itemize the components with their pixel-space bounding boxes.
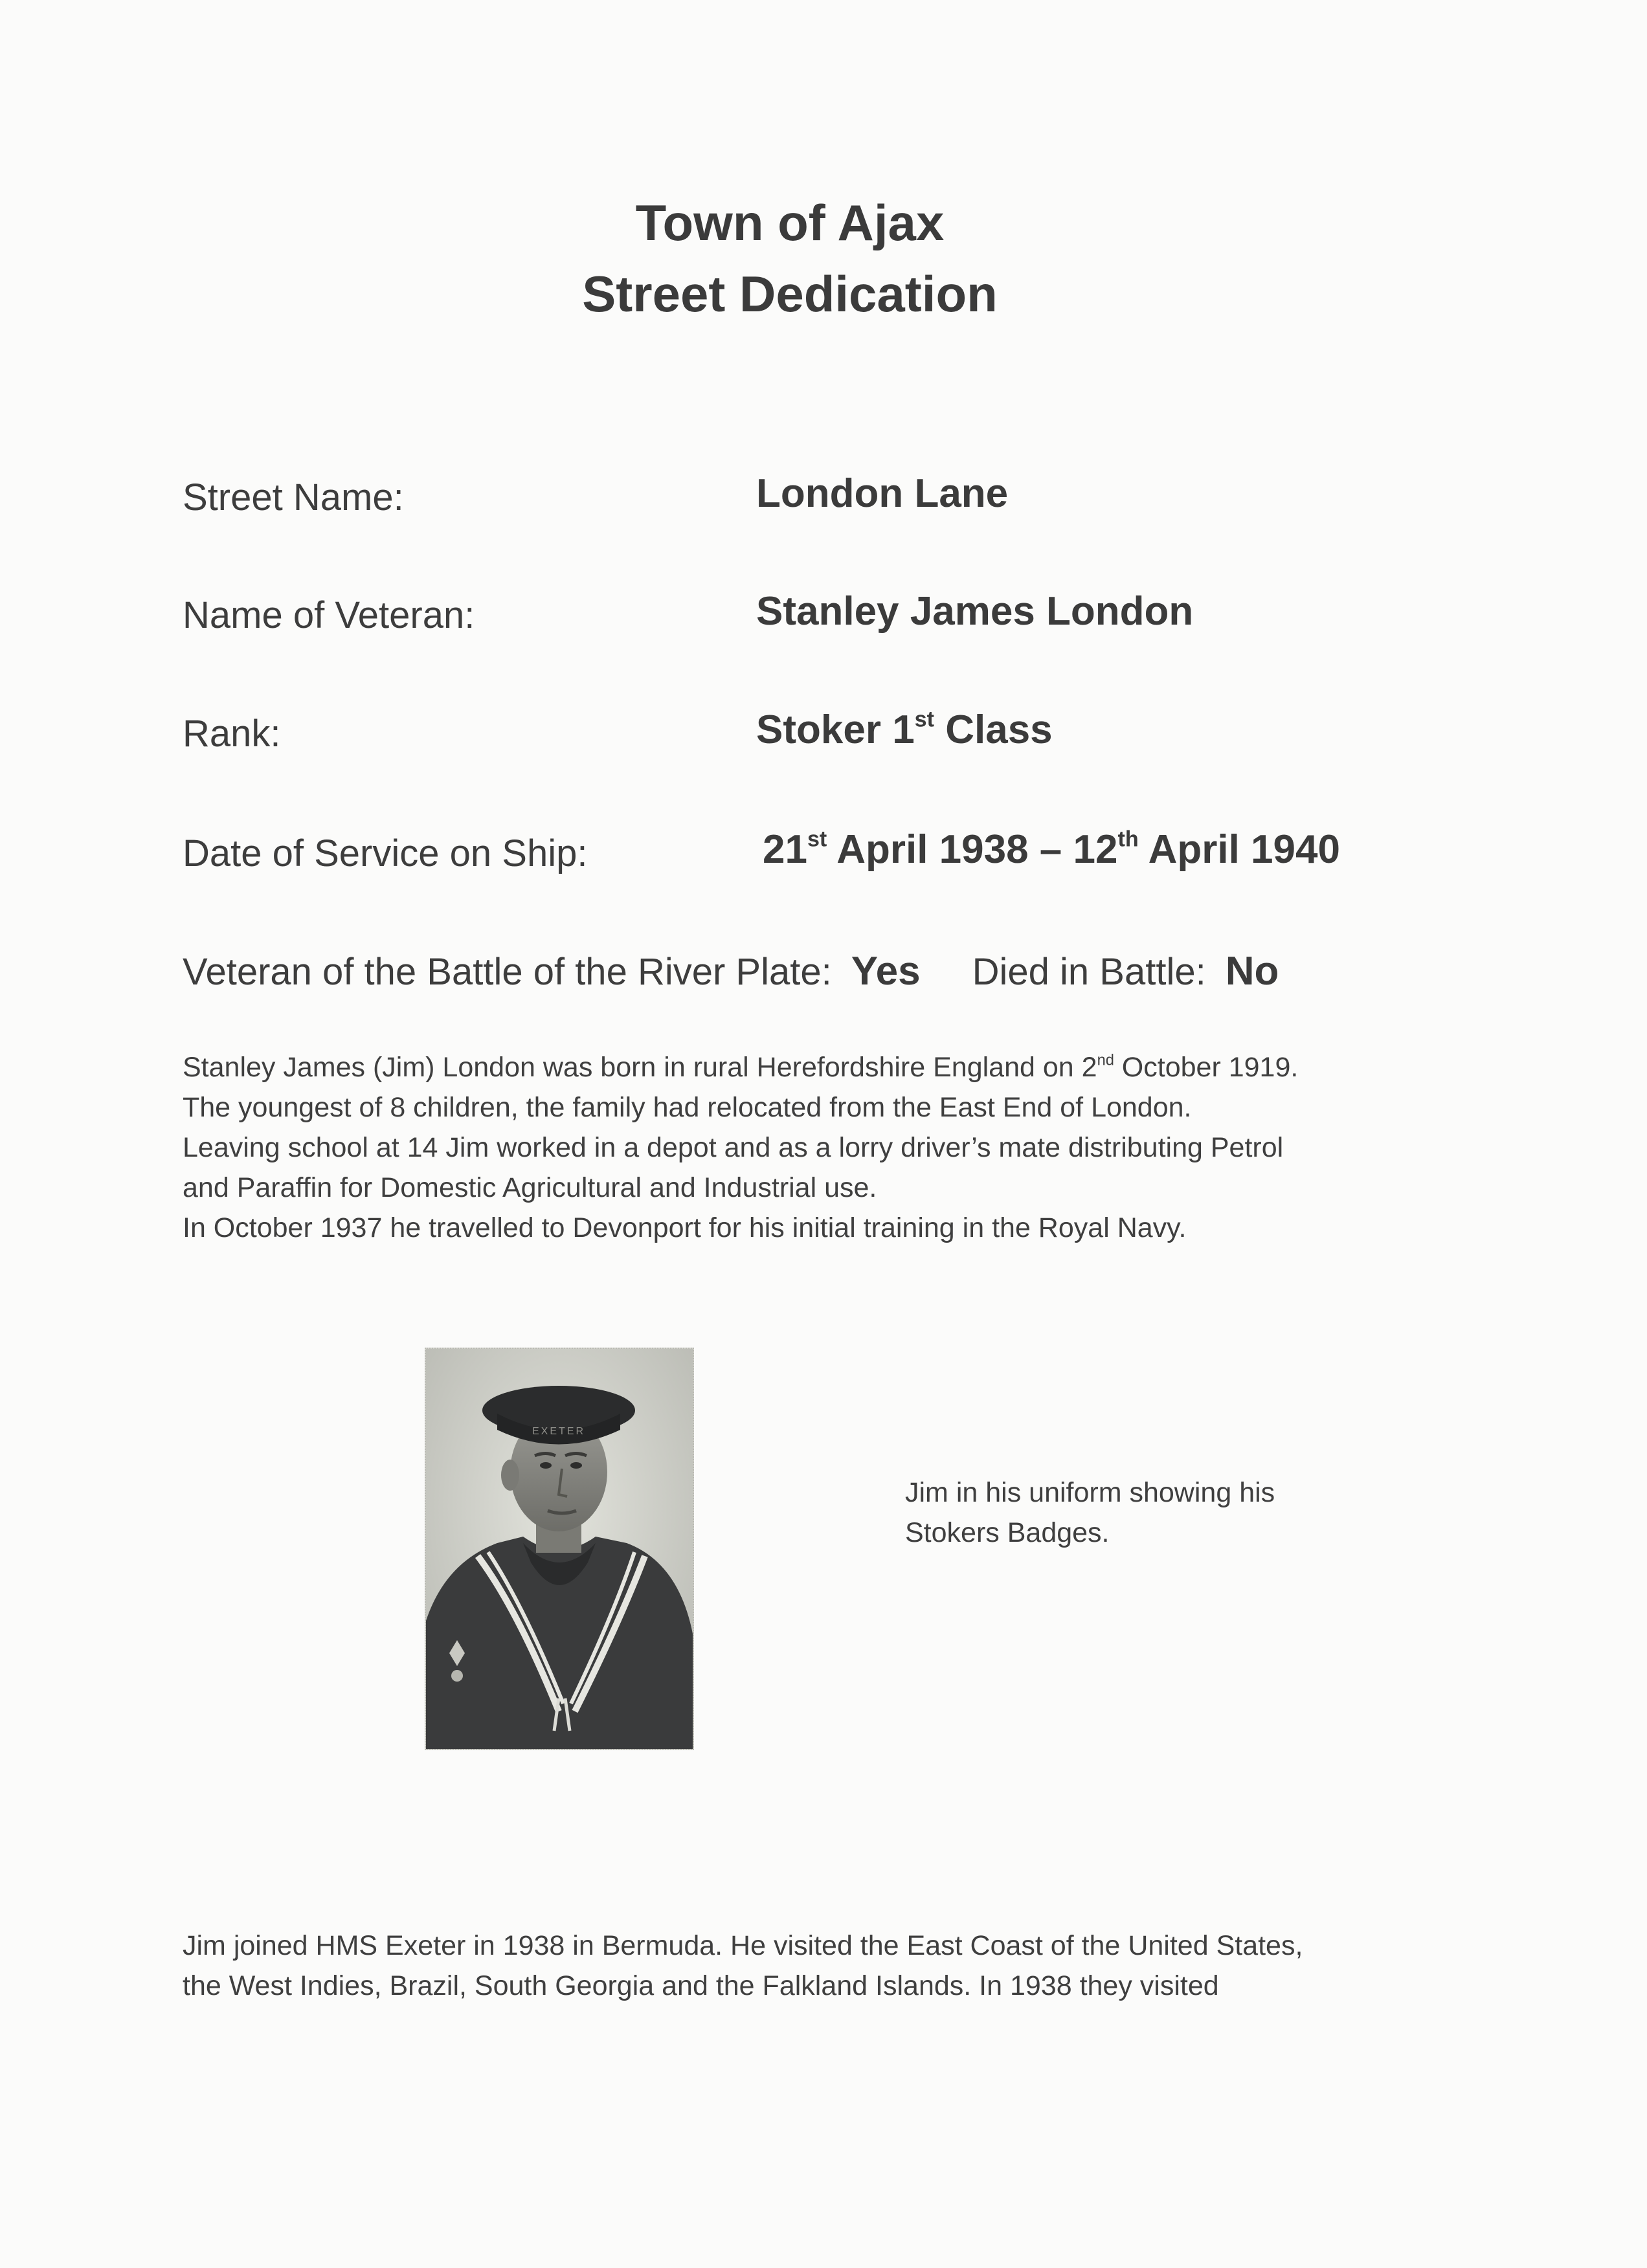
street-name-label: Street Name: — [183, 476, 404, 518]
caption-line: Stokers Badges. — [905, 1517, 1110, 1548]
rank-label: Rank: — [183, 713, 281, 755]
street-name-value: London Lane — [756, 471, 1009, 516]
rank-value: Stoker 1st Class — [756, 707, 1053, 752]
photo-caption — [905, 1473, 1275, 1553]
bio-line: The youngest of 8 children, the family had relocated from the East End of London. — [183, 1092, 1192, 1123]
exeter-line: the West Indies, Brazil, South Georgia and the Falkland Islands. In 1938 they visited — [183, 1970, 1219, 2001]
svg-text:EXETER: EXETER — [532, 1426, 586, 1437]
caption-line: Jim in his uniform showing his — [905, 1477, 1275, 1508]
river-plate-label: Veteran of the Battle of the River Plate: — [183, 951, 832, 993]
died-in-battle-value: No — [1225, 949, 1279, 994]
veteran-name-value: Stanley James London — [756, 589, 1194, 634]
biography-paragraph — [183, 1047, 1413, 1248]
bio-line: Stanley James (Jim) London was born in rural Herefordshire England on 2nd October 1919. — [183, 1052, 1299, 1083]
died-in-battle-label: Died in Battle: — [972, 951, 1206, 993]
exeter-paragraph — [183, 1926, 1413, 2006]
page-subtitle: Street Dedication — [582, 265, 998, 322]
page-title: Town of Ajax — [635, 194, 945, 251]
exeter-line: Jim joined HMS Exeter in 1938 in Bermuda. He visited the East Coast of the United States, — [183, 1930, 1303, 1961]
river-plate-value: Yes — [851, 949, 921, 994]
bio-line: In October 1937 he travelled to Devonport for his initial training in the Royal Navy. — [183, 1212, 1187, 1243]
service-date-value: 21st April 1938 – 12th April 1940 — [763, 827, 1340, 872]
bio-line: and Paraffin for Domestic Agricultural and Industrial use. — [183, 1172, 877, 1203]
bio-line: Leaving school at 14 Jim worked in a depot and as a lorry driver’s mate distributing Petrol — [183, 1132, 1284, 1163]
veteran-photo — [425, 1348, 694, 1750]
veteran-name-label: Name of Veteran: — [183, 594, 475, 636]
service-date-label: Date of Service on Ship: — [183, 832, 588, 874]
battle-status-line — [183, 951, 1279, 992]
